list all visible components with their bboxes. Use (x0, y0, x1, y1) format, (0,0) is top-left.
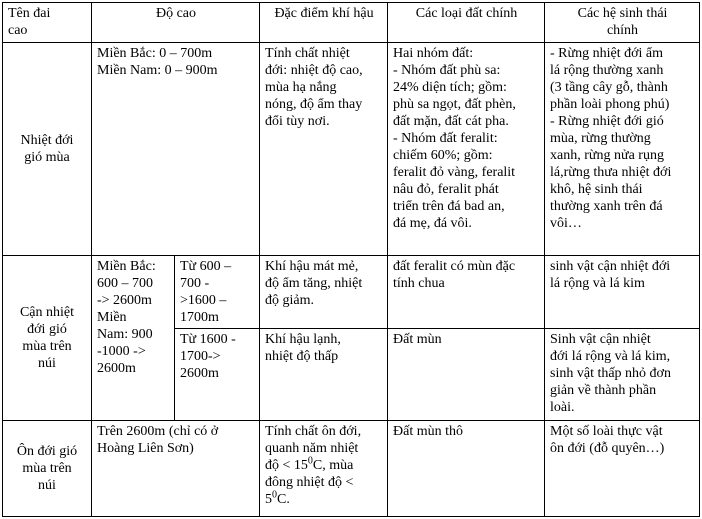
zone-tropical: Nhiệt đới gió mùa (3, 43, 92, 256)
zone-temperate: Ôn đới gió mùa trên núi (3, 421, 92, 517)
soil-subtropical-upper: Đất mùn (388, 329, 545, 421)
ecosystem-tropical: - Rừng nhiệt đới ẩm lá rộng thường xanh (3 tầng cây gỗ, thành phần loài phong phú) - Rừng nhiệt đới gió mùa, rừng thường xanh, rừng nửa rụng lá,rừng thưa nhiệt đới khô, hệ sinh thái thường xanh trên đá vôi… (545, 43, 700, 256)
altitude-subtropical: Miền Bắc: 600 – 700 -> 2600m Miền Nam: 900 -1000 -> 2600m (92, 256, 175, 421)
header-row (3, 3, 700, 43)
soil-subtropical-lower: đất feralit có mùn đặc tính chua (388, 256, 545, 329)
table-row-subtropical-lower (3, 256, 700, 329)
climate-subtropical-lower: Khí hậu mát mẻ, độ ẩm tăng, nhiệt độ giảm. (260, 256, 388, 329)
altitude-temperate: Trên 2600m (chỉ có ở Hoàng Liên Sơn) (92, 421, 260, 517)
header-climate: Đặc điểm khí hậu (260, 3, 388, 43)
altitude-subtropical-upper: Từ 1600 - 1700-> 2600m (175, 329, 260, 421)
header-altitude: Độ cao (92, 3, 260, 43)
ecosystem-temperate: Một số loài thực vật ôn đới (đỗ quyên…) (545, 421, 700, 517)
header-ecosystem: Các hệ sinh thái chính (545, 3, 700, 43)
table-row-temperate (3, 421, 700, 517)
climate-temperate (260, 421, 388, 517)
climate-temperate-line4: đông nhiệt độ < (265, 475, 354, 490)
climate-subtropical-upper: Khí hậu lạnh, nhiệt độ thấp (260, 329, 388, 421)
climate-temperate-line2: quanh năm nhiệt (265, 441, 359, 456)
climate-temperate-line3: độ < $15^0C$, mùa (265, 455, 354, 473)
soil-tropical: Hai nhóm đất: - Nhóm đất phù sa: 24% diện tích; gồm: phù sa ngọt, đất phèn, đất mặn, đất cát pha. - Nhóm đất feralit: chiếm 60%; gồm: feralit đỏ vàng, feralit nâu đỏ, feralit phát triển trên đá bad an, đá mẹ, đá vôi. (388, 43, 545, 256)
soil-temperate: Đất mùn thô (388, 421, 545, 517)
vegetation-zones-table (2, 2, 700, 517)
header-soil: Các loại đất chính (388, 3, 545, 43)
climate-temperate-line1: Tính chất ôn đới, (265, 424, 362, 439)
climate-tropical: Tính chất nhiệt đới: nhiệt độ cao, mùa hạ nắng nóng, độ ẩm thay đổi tùy nơi. (260, 43, 388, 256)
ecosystem-subtropical-lower: sinh vật cận nhiệt đới lá rộng và lá kim (545, 256, 700, 329)
zone-subtropical: Cận nhiệt đới gió mùa trên núi (3, 256, 92, 421)
altitude-subtropical-lower: Từ 600 – 700 - >1600 – 1700m (175, 256, 260, 329)
climate-temperate-line5: $5^0C$. (265, 489, 290, 507)
altitude-tropical: Miền Bắc: 0 – 700m Miền Nam: 0 – 900m (92, 43, 260, 256)
table-row-tropical (3, 43, 700, 256)
header-zone: Tên đai cao (3, 3, 92, 43)
ecosystem-subtropical-upper: Sinh vật cận nhiệt đới lá rộng và lá kim, sinh vật thấp nhỏ đơn giản về thành phần loài. (545, 329, 700, 421)
